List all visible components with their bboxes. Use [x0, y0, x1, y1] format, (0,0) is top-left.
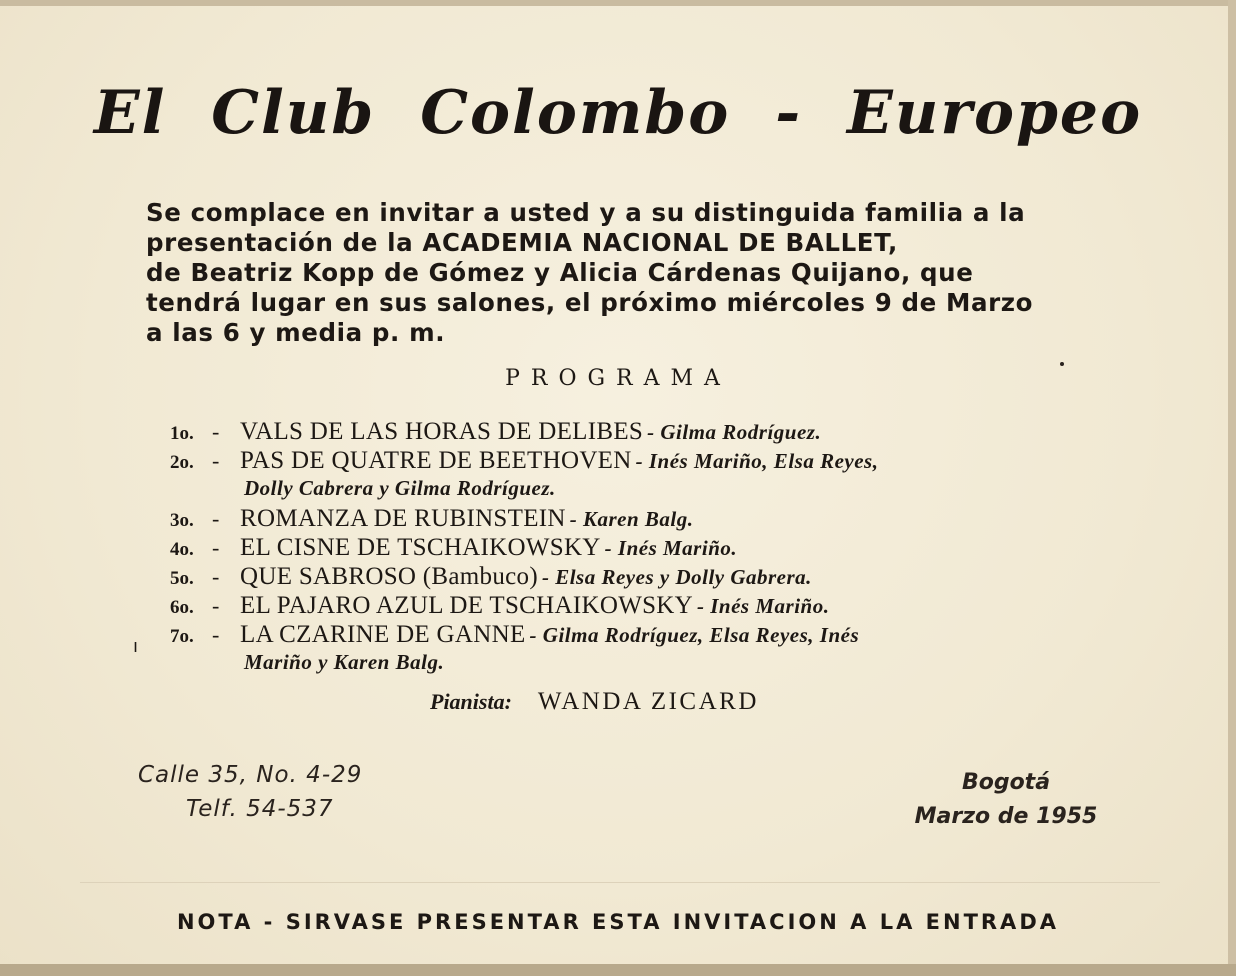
program-item: [170, 418, 1090, 447]
program-performers: - Inés Mariño, Elsa Reyes,: [635, 449, 879, 473]
program-performers: - Karen Balg.: [569, 507, 694, 531]
margin-mark: ı: [133, 636, 139, 657]
program-item-continuation: [170, 650, 1090, 679]
program-dash: -: [212, 506, 220, 531]
program-performers: - Elsa Reyes y Dolly Gabrera.: [541, 565, 812, 589]
program-item: [170, 592, 1090, 621]
program-performers-cont: Mariño y Karen Balg.: [244, 650, 445, 674]
program-dash: -: [212, 593, 220, 618]
program-performers: - Gilma Rodríguez, Elsa Reyes, Inés: [529, 623, 860, 647]
program-work: ROMANZA DE RUBINSTEIN: [240, 505, 566, 532]
program-dash: -: [212, 622, 220, 647]
intro-line: tendrá lugar en sus salones, el próximo miércoles 9 de Marzo: [146, 288, 1034, 317]
program-item: [170, 447, 1090, 476]
program-number: 2o.: [170, 452, 194, 473]
program-item: [170, 621, 1090, 650]
entry-note: NOTA - SIRVASE PRESENTAR ESTA INVITACION A LA ENTRADA: [176, 910, 1059, 934]
intro-line: Se complace en invitar a usted y a su distinguida familia a la: [146, 198, 1026, 227]
program-list: [170, 418, 1090, 679]
intro-line: a las 6 y media p. m.: [146, 318, 446, 347]
program-dash: -: [212, 419, 220, 444]
program-number: 4o.: [170, 539, 194, 560]
program-dash: -: [212, 564, 220, 589]
place-date-block: [906, 766, 1106, 834]
program-performers-cont: Dolly Cabrera y Gilma Rodríguez.: [244, 476, 556, 500]
program-dash: -: [212, 535, 220, 560]
program-number: 1o.: [170, 423, 194, 444]
program-dash: -: [212, 448, 220, 473]
programa-heading: PROGRAMA: [505, 366, 731, 391]
date: Marzo de 1955: [914, 804, 1098, 829]
paper-fold-line: [80, 882, 1160, 883]
invitation-text: [146, 198, 1106, 348]
program-work: EL PAJARO AZUL DE TSCHAIKOWSKY: [240, 592, 694, 619]
program-number: 6o.: [170, 597, 194, 618]
program-item-continuation: [170, 476, 1090, 505]
pianist-label: Pianista:: [430, 689, 512, 714]
paper-bottom-edge: [0, 964, 1236, 976]
program-number: 3o.: [170, 510, 194, 531]
program-performers: - Inés Mariño.: [697, 594, 830, 618]
program-work: VALS DE LAS HORAS DE DELIBES: [240, 418, 644, 445]
program-work: EL CISNE DE TSCHAIKOWSKY: [240, 534, 601, 561]
phone-number: Telf. 54-537: [186, 796, 334, 822]
program-work: QUE SABROSO (Bambuco): [240, 563, 538, 590]
program-performers: - Inés Mariño.: [604, 536, 738, 560]
address-block: [138, 758, 362, 826]
pianist-name: WANDA ZICARD: [537, 688, 759, 715]
paper-top-edge: [0, 0, 1236, 6]
intro-line: presentación de la ACADEMIA NACIONAL DE BALLET,: [146, 228, 898, 257]
program-number: 5o.: [170, 568, 194, 589]
program-work: LA CZARINE DE GANNE: [240, 621, 526, 648]
city: Bogotá: [961, 770, 1051, 795]
club-title: El Club Colombo - Europeo: [93, 78, 1143, 148]
program-item: [170, 505, 1090, 534]
program-item: [170, 534, 1090, 563]
intro-line: de Beatriz Kopp de Gómez y Alicia Cárdenas Quijano, que: [146, 258, 974, 287]
program-performers: - Gilma Rodríguez.: [647, 420, 822, 444]
program-number: 7o.: [170, 626, 194, 647]
program-item: [170, 563, 1090, 592]
pianist-line: [430, 688, 759, 716]
street-address: Calle 35, No. 4-29: [138, 762, 363, 788]
program-work: PAS DE QUATRE DE BEETHOVEN: [240, 447, 632, 474]
